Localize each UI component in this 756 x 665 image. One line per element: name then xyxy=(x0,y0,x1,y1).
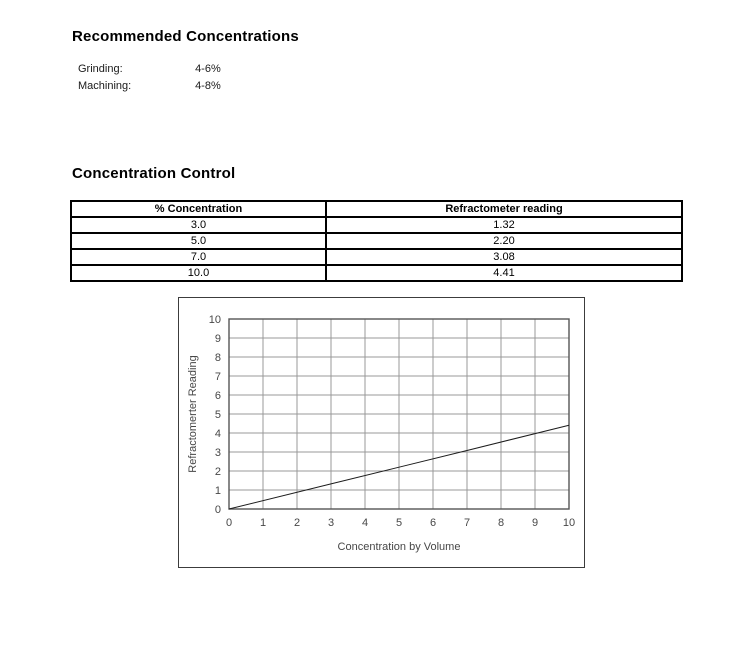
col-header-refractometer: Refractometer reading xyxy=(326,201,682,217)
grinding-value: 4-6% xyxy=(195,63,221,75)
svg-text:3: 3 xyxy=(327,517,335,529)
svg-text:8: 8 xyxy=(497,517,505,529)
cell-concentration: 7.0 xyxy=(71,249,326,265)
svg-text:0: 0 xyxy=(214,504,221,516)
svg-text:10: 10 xyxy=(208,314,221,326)
svg-text:1: 1 xyxy=(214,485,221,497)
svg-text:8: 8 xyxy=(214,352,221,364)
svg-text:5: 5 xyxy=(395,517,403,529)
concentration-table xyxy=(70,200,683,282)
concentration-control-title: Concentration Control xyxy=(72,165,236,182)
svg-text:2: 2 xyxy=(293,517,301,529)
svg-text:6: 6 xyxy=(429,517,437,529)
machining-label: Machining: xyxy=(78,80,132,92)
svg-text:7: 7 xyxy=(214,371,221,383)
svg-text:Refractomerter Reading: Refractomerter Reading xyxy=(187,355,199,473)
svg-text:6: 6 xyxy=(214,390,221,402)
machining-row xyxy=(78,80,221,92)
cell-concentration: 5.0 xyxy=(71,233,326,249)
table-row xyxy=(71,249,682,265)
table-header-row xyxy=(71,201,682,217)
svg-text:9: 9 xyxy=(214,333,221,345)
cell-concentration: 10.0 xyxy=(71,265,326,281)
svg-text:10: 10 xyxy=(562,517,576,529)
cell-reading: 2.20 xyxy=(326,233,682,249)
svg-text:9: 9 xyxy=(531,517,539,529)
concentration-chart xyxy=(178,297,585,568)
cell-concentration: 3.0 xyxy=(71,217,326,233)
svg-text:4: 4 xyxy=(214,428,221,440)
svg-text:7: 7 xyxy=(463,517,471,529)
svg-text:4: 4 xyxy=(361,517,369,529)
recommended-concentrations-title: Recommended Concentrations xyxy=(72,28,299,45)
table-row xyxy=(71,233,682,249)
svg-text:3: 3 xyxy=(214,447,221,459)
grinding-row xyxy=(78,63,221,75)
grinding-label: Grinding: xyxy=(78,63,123,75)
svg-text:0: 0 xyxy=(225,517,233,529)
svg-text:5: 5 xyxy=(214,409,221,421)
cell-reading: 3.08 xyxy=(326,249,682,265)
concentration-chart-svg xyxy=(179,298,584,567)
svg-text:2: 2 xyxy=(214,466,221,478)
svg-text:Concentration by Volume: Concentration by Volume xyxy=(337,541,461,553)
svg-text:1: 1 xyxy=(259,517,267,529)
machining-value: 4-8% xyxy=(195,80,221,92)
cell-reading: 1.32 xyxy=(326,217,682,233)
col-header-concentration: % Concentration xyxy=(71,201,326,217)
table-row xyxy=(71,217,682,233)
table-row xyxy=(71,265,682,281)
cell-reading: 4.41 xyxy=(326,265,682,281)
